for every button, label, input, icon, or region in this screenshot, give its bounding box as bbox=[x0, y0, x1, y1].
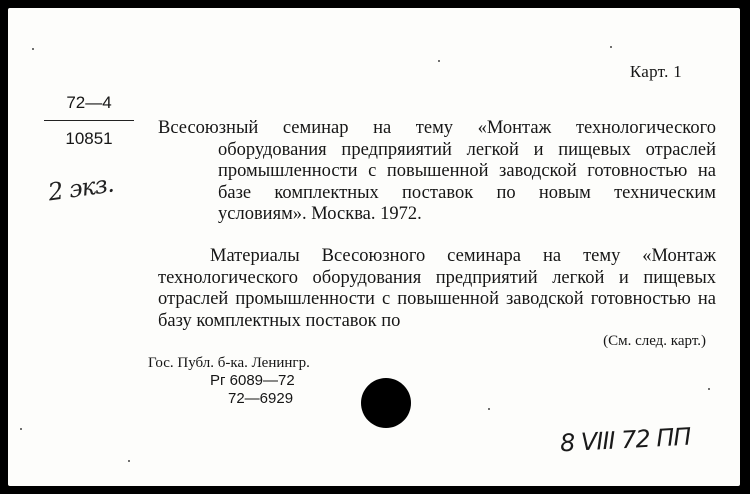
shelf-mark-top: 72—4 bbox=[66, 93, 112, 112]
copies-handwritten-note: 2 экз. bbox=[46, 169, 116, 207]
scan-speck bbox=[708, 388, 710, 390]
shelf-mark-bottom: 10851 bbox=[65, 129, 113, 148]
card-number: Карт. 1 bbox=[629, 62, 682, 81]
holding-library-number: 72—6929 bbox=[228, 390, 294, 407]
shelf-mark-divider bbox=[44, 120, 134, 121]
scan-speck bbox=[20, 428, 22, 430]
annotation-text: Материалы Всесоюзного семинара на тему «Монтаж технологического оборудования предприятий легкой и пищевых отраслей промышленности с повышенной заводской готовностью на базу комплектных поставок по bbox=[158, 246, 716, 331]
shelf-mark bbox=[44, 92, 134, 150]
continued-note: (См. след. карт.) bbox=[603, 333, 706, 349]
handwritten-date-stamp: 8 VIII 72 ПП bbox=[559, 422, 692, 458]
title-entry: Всесоюзный семинар на тему «Монтаж технологического оборудования предпряиятий легкой и пищевых отраслей промышленности с повышенной заводской готовностью на базе комплектных поставок по новым техническим условиям». Москва. 1972. bbox=[158, 118, 716, 224]
scan-speck bbox=[32, 48, 34, 50]
scan-speck bbox=[610, 46, 612, 48]
holding-library-code: Рг 6089—72 bbox=[210, 372, 295, 389]
holding-library-name: Гос. Публ. б-ка. Ленингр. bbox=[148, 355, 310, 371]
scan-speck bbox=[128, 460, 130, 462]
scan-speck bbox=[488, 408, 490, 410]
scan-speck bbox=[438, 60, 440, 62]
holding-library bbox=[148, 354, 310, 408]
punch-hole bbox=[361, 378, 411, 428]
